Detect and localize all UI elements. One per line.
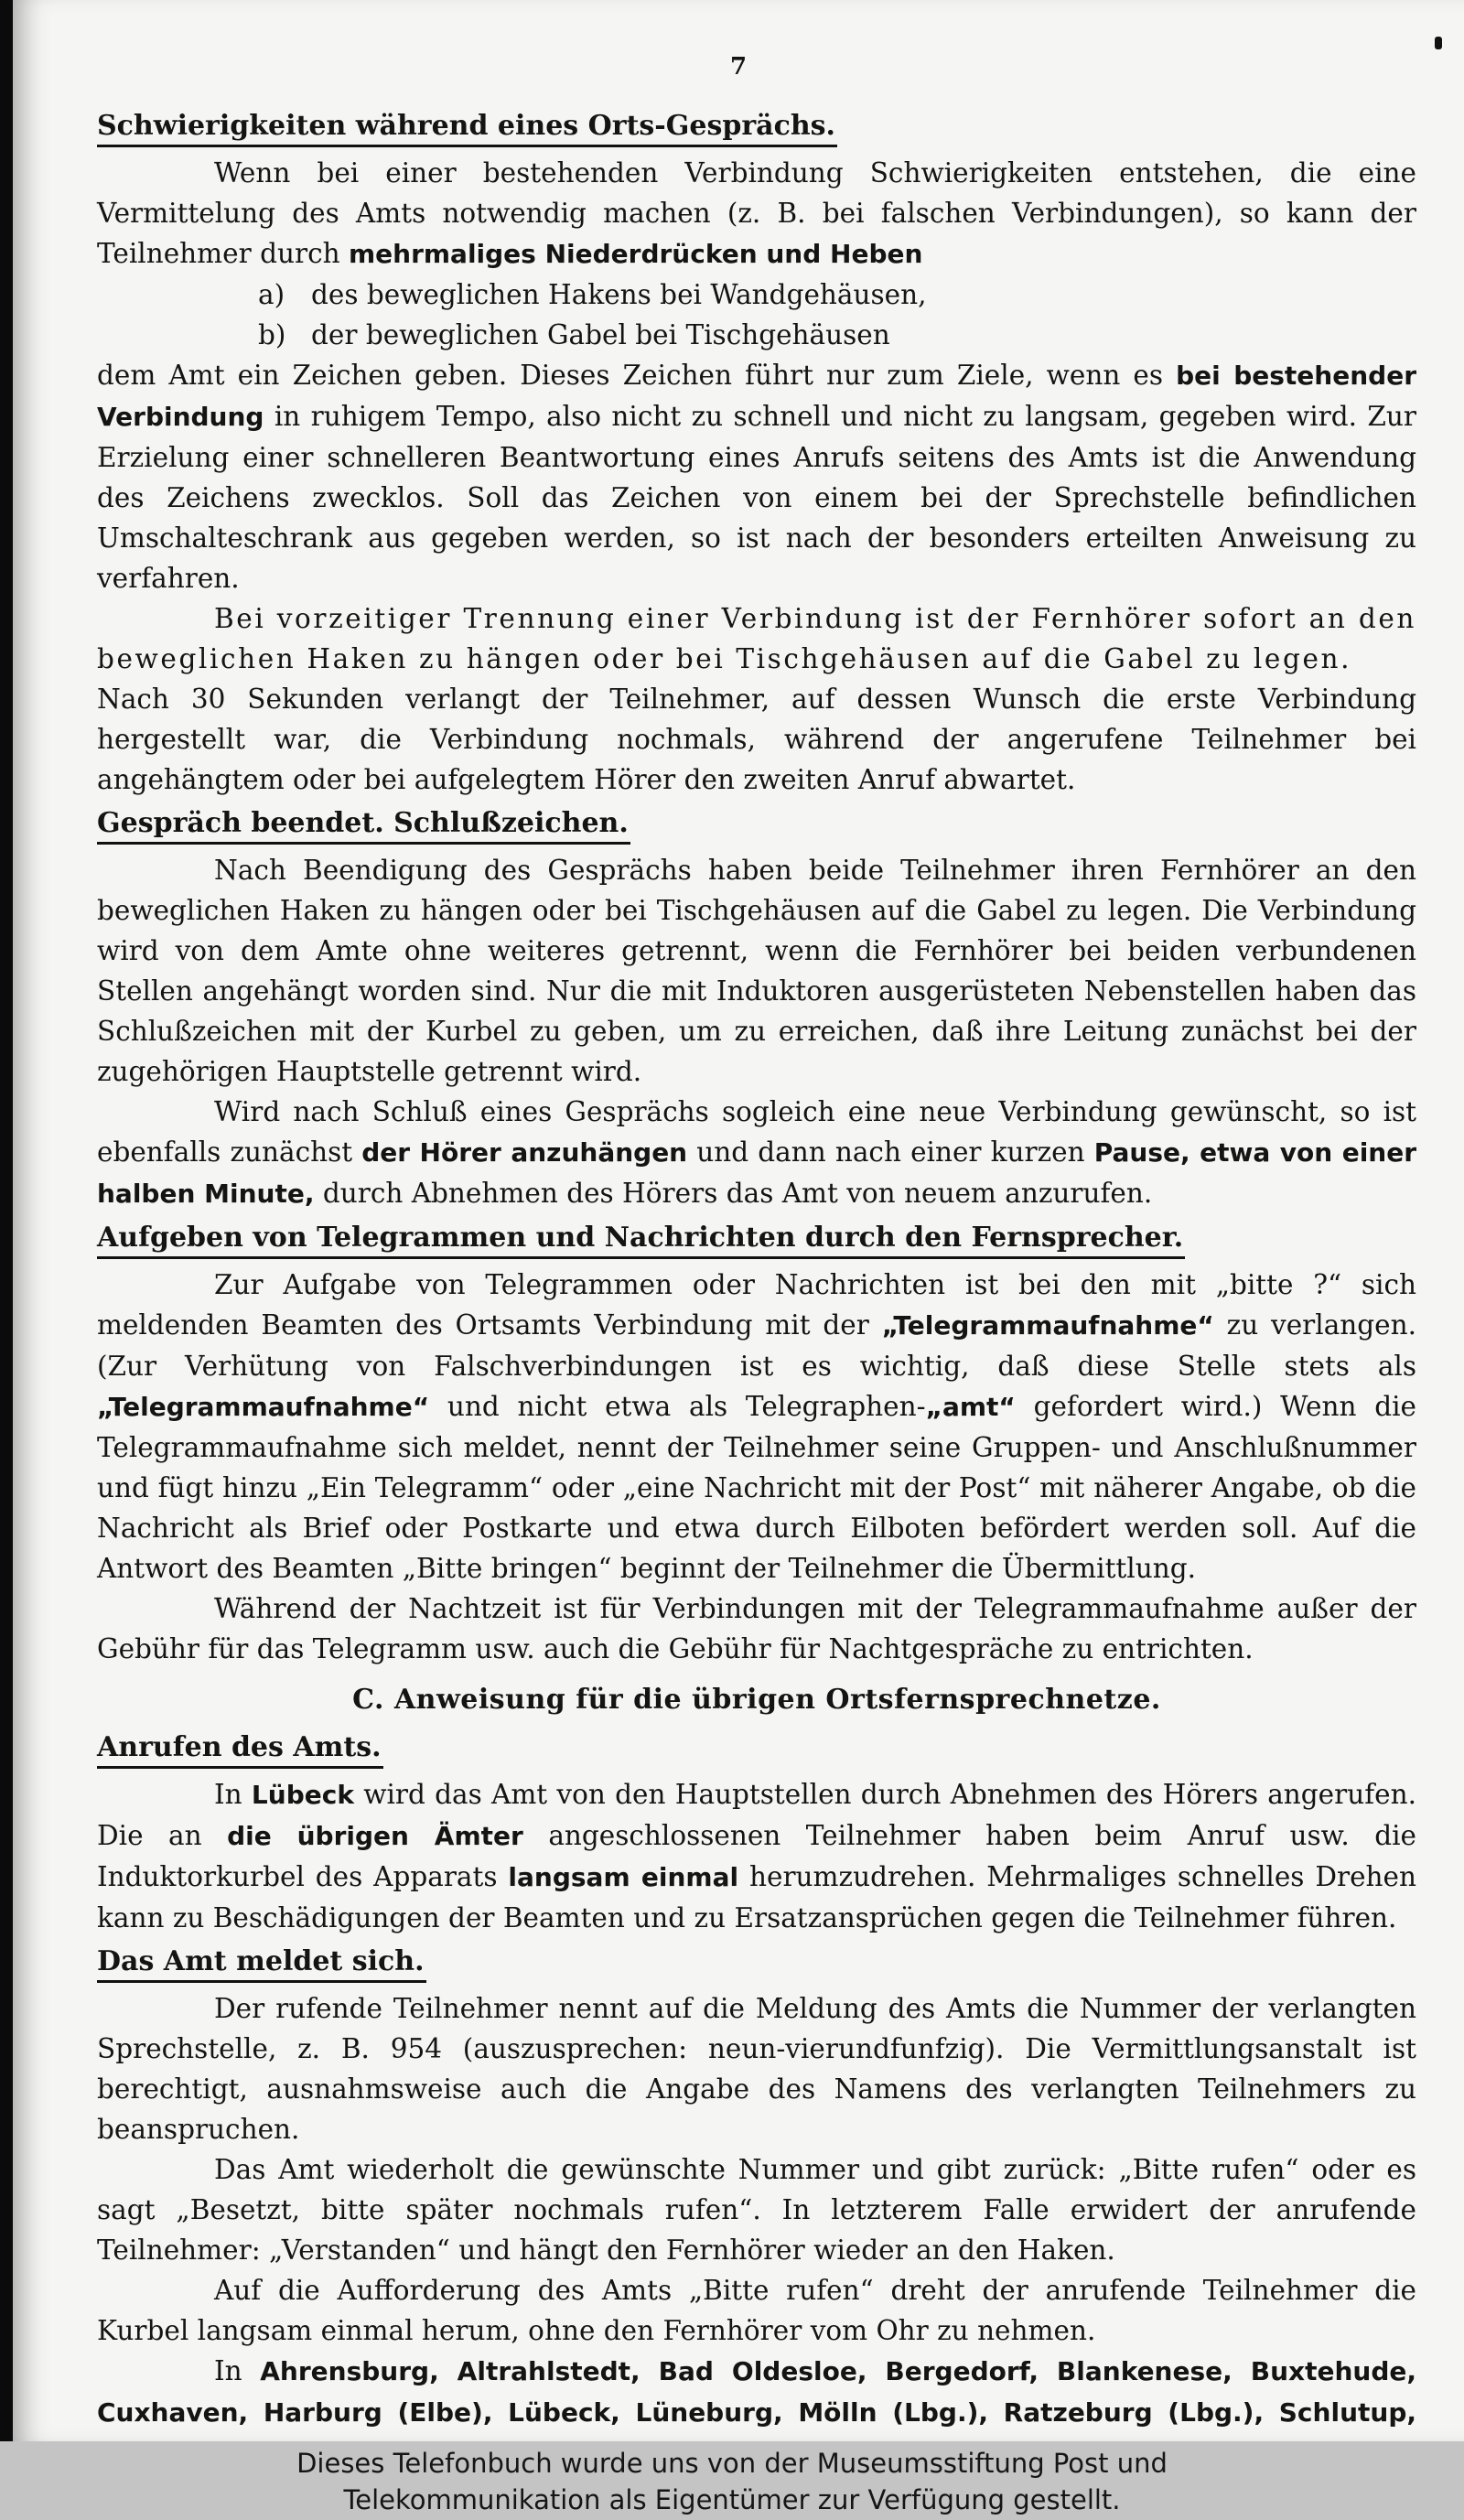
list-text: des beweglichen Hakens bei Wandgehäusen, bbox=[311, 279, 927, 310]
emphasis: langsam einmal bbox=[508, 1862, 739, 1892]
emphasis: „amt“ bbox=[925, 1392, 1016, 1422]
text: Wenn bei einer bestehenden Verbindung Schwierigkeiten entstehen, die eine Vermittelung des Amts notwendig machen (z. B. bei falschen Verbindungen), so kann der Teilnehmer durch bbox=[97, 157, 1416, 269]
text: Nach 30 Sekunden verlangt der Teilnehmer, auf dessen Wunsch die erste Verbindung hergestellt war, die Verbindung nochmals, während der angerufene Teilnehmer bei angehängtem oder bei aufgelegtem Hörer den zweiten Anruf abwartet. bbox=[97, 684, 1416, 795]
section-heading-office-answers: Das Amt meldet sich. bbox=[97, 1944, 426, 1983]
emphasis: „Telegrammaufnahme“ bbox=[97, 1392, 430, 1422]
text: dem Amt ein Zeichen geben. Dieses Zeichen führt nur zum Ziele, wenn es bbox=[97, 360, 1177, 391]
list-item bbox=[258, 315, 1416, 355]
emphasis-town-list: Ahrensburg, Altrahlstedt, Bad Oldesloe, Bergedorf, Blankenese, Buxtehude, Cuxhaven, Harburg (Elbe), Lübeck, Lüneburg, Mölln (Lbg.), Ratzeburg (Lbg.), Schlutup, bbox=[97, 2356, 1416, 2428]
footer-line: Dieses Telefonbuch wurde uns von der Museumsstiftung Post und bbox=[296, 2448, 1168, 2479]
paragraph bbox=[97, 1588, 1416, 1669]
text: und dann nach einer kurzen bbox=[687, 1136, 1094, 1168]
list-marker: a) bbox=[258, 279, 285, 310]
paragraph bbox=[97, 1774, 1416, 1938]
ownership-footer bbox=[0, 2441, 1464, 2520]
paragraph bbox=[97, 679, 1416, 800]
text: angeschlossenen Teilnehmer haben beim Anruf usw. die Induktorkurbel des Apparats bbox=[97, 1820, 1416, 1892]
paragraph bbox=[97, 598, 1416, 679]
page-number: 7 bbox=[729, 53, 748, 81]
paragraph bbox=[97, 1265, 1416, 1588]
section-heading-call-ended: Gespräch beendet. Schlußzeichen. bbox=[97, 805, 630, 845]
list-text: der beweglichen Gabel bei Tischgehäusen bbox=[311, 319, 890, 350]
section-c-heading: C. Anweisung für die übrigen Ortsfernsprechnetze. bbox=[352, 1684, 1161, 1716]
text: und nicht etwa als Telegraphen- bbox=[429, 1391, 926, 1422]
list-marker: b) bbox=[258, 319, 286, 350]
section-heading-calling-office: Anrufen des Amts. bbox=[97, 1729, 383, 1769]
emphasis: mehrmaliges Niederdrücken und Heben bbox=[348, 239, 923, 269]
paragraph bbox=[97, 850, 1416, 1092]
text: gefordert wird.) Wenn die Telegrammaufnahme sich meldet, nennt der Teilnehmer seine Gruppen- und Anschlußnummer und fügt hinzu „Ein Telegramm“ oder „eine Nachricht mit der Post“ mit näherer Angabe, ob die Nachricht als Brief oder Postkarte und etwa durch Eilboten befördert werden soll. Auf die Antwort des Beamten „Bitte bringen“ beginnt der Teilnehmer die Übermittlung. bbox=[97, 1391, 1416, 1584]
page-content bbox=[97, 102, 1416, 2474]
text: Das Amt wiederholt die gewünschte Nummer und gibt zurück: „Bitte rufen“ oder es sagt „Besetzt, bitte später nochmals rufen“. In letzterem Falle erwidert der anrufende Teilnehmer: „Verstanden“ und hängt den Fernhörer wieder an den Haken. bbox=[97, 2154, 1416, 2266]
text: herumzudrehen. Mehrmaliges schnelles Drehen kann zu Beschädigungen der Beamten und zu Ersatzansprüchen gegen die Teilnehmer führen. bbox=[97, 1861, 1416, 1933]
text: durch Abnehmen des Hörers das Amt von neuem anzurufen. bbox=[314, 1178, 1153, 1209]
emphasis: bei bestehender Verbindung bbox=[97, 361, 1416, 432]
text: In bbox=[214, 2355, 261, 2386]
text: wird das Amt von den Hauptstellen durch Abnehmen des Hörers angerufen. Die an bbox=[97, 1779, 1416, 1851]
text: zu verlangen. (Zur Verhütung von Falschverbindungen ist es wichtig, daß diese Stelle stets als bbox=[97, 1309, 1416, 1382]
text: in ruhigem Tempo, also nicht zu schnell und nicht zu langsam, gegeben wird. Zur Erzielung einer schnelleren Beantwortung eines Anrufs seitens des Amts ist die Anwendung des Zeichens zwecklos. Soll das Zeichen von einem bei der Sprechstelle befindlichen Umschalteschrank aus gegeben werden, so ist nach der besonders erteilten Anweisung zu verfahren. bbox=[97, 401, 1416, 594]
scan-mark bbox=[1435, 37, 1442, 49]
text: Auf die Aufforderung des Amts „Bitte rufen“ dreht der anrufende Teilnehmer die Kurbel langsam einmal herum, ohne den Fernhörer vom Ohr zu nehmen. bbox=[97, 2275, 1416, 2346]
paragraph bbox=[97, 153, 1416, 275]
emphasis: die übrigen Ämter bbox=[227, 1821, 523, 1851]
text: In bbox=[214, 1779, 252, 1810]
paragraph bbox=[97, 1092, 1416, 1214]
text: Während der Nachtzeit ist für Verbindungen mit der Telegrammaufnahme außer der Gebühr für das Telegramm usw. auch die Gebühr für Nachtgespräche zu entrichten. bbox=[97, 1593, 1416, 1664]
text: Wird nach Schluß eines Gesprächs sogleich eine neue Verbindung gewünscht, so ist ebenfalls zunächst bbox=[97, 1096, 1416, 1168]
section-heading-telegrams: Aufgeben von Telegrammen und Nachrichten durch den Fernsprecher. bbox=[97, 1220, 1185, 1259]
emphasis: der Hörer anzuhängen bbox=[361, 1137, 688, 1168]
paragraph bbox=[97, 1988, 1416, 2149]
text: Der rufende Teilnehmer nennt auf die Meldung des Amts die Nummer der verlangten Sprechstelle, z. B. 954 (auszusprechen: neun-vierundfunfzig). Die Vermittlungsanstalt ist berechtigt, ausnahmsweise auch die Angabe des Namens des verlangten Teilnehmers zu beanspruchen. bbox=[97, 1993, 1416, 2145]
text: Bei vorzeitiger Trennung einer Verbindung ist der Fernhörer sofort an den beweglichen Haken zu hängen oder bei Tischgehäusen auf die Gabel zu legen. bbox=[97, 603, 1416, 674]
paragraph bbox=[97, 2270, 1416, 2351]
emphasis: „Telegrammaufnahme“ bbox=[881, 1310, 1214, 1341]
footer-line: Telekommunikation als Eigentümer zur Verfügung gestellt. bbox=[343, 2484, 1121, 2515]
document-page bbox=[13, 0, 1464, 2441]
emphasis: Lübeck bbox=[251, 1780, 354, 1810]
paragraph bbox=[97, 2149, 1416, 2270]
section-heading-difficulties: Schwierigkeiten während eines Orts-Gesprächs. bbox=[97, 108, 837, 147]
emphasis: Pause, etwa von einer halben Minute, bbox=[97, 1137, 1417, 1209]
text: Nach Beendigung des Gesprächs haben beide Teilnehmer ihren Fernhörer an den beweglichen Haken zu hängen oder bei Tischgehäusen auf die Gabel zu legen. Die Verbindung wird von dem Amte ohne weiteres getrennt, wenn die Fernhörer bei beiden verbundenen Stellen angehängt worden sind. Nur die mit Induktoren ausgerüsteten Nebenstellen haben das Schlußzeichen mit der Kurbel zu geben, um zu erreichen, daß ihre Leitung zunächst bei der zugehörigen Hauptstelle getrennt wird. bbox=[97, 855, 1416, 1087]
text: Zur Aufgabe von Telegrammen oder Nachrichten ist bei den mit „bitte ?“ sich meldenden Beamten des Ortsamts Verbindung mit der bbox=[97, 1269, 1416, 1341]
paragraph bbox=[97, 355, 1416, 598]
list-item bbox=[258, 275, 1416, 315]
